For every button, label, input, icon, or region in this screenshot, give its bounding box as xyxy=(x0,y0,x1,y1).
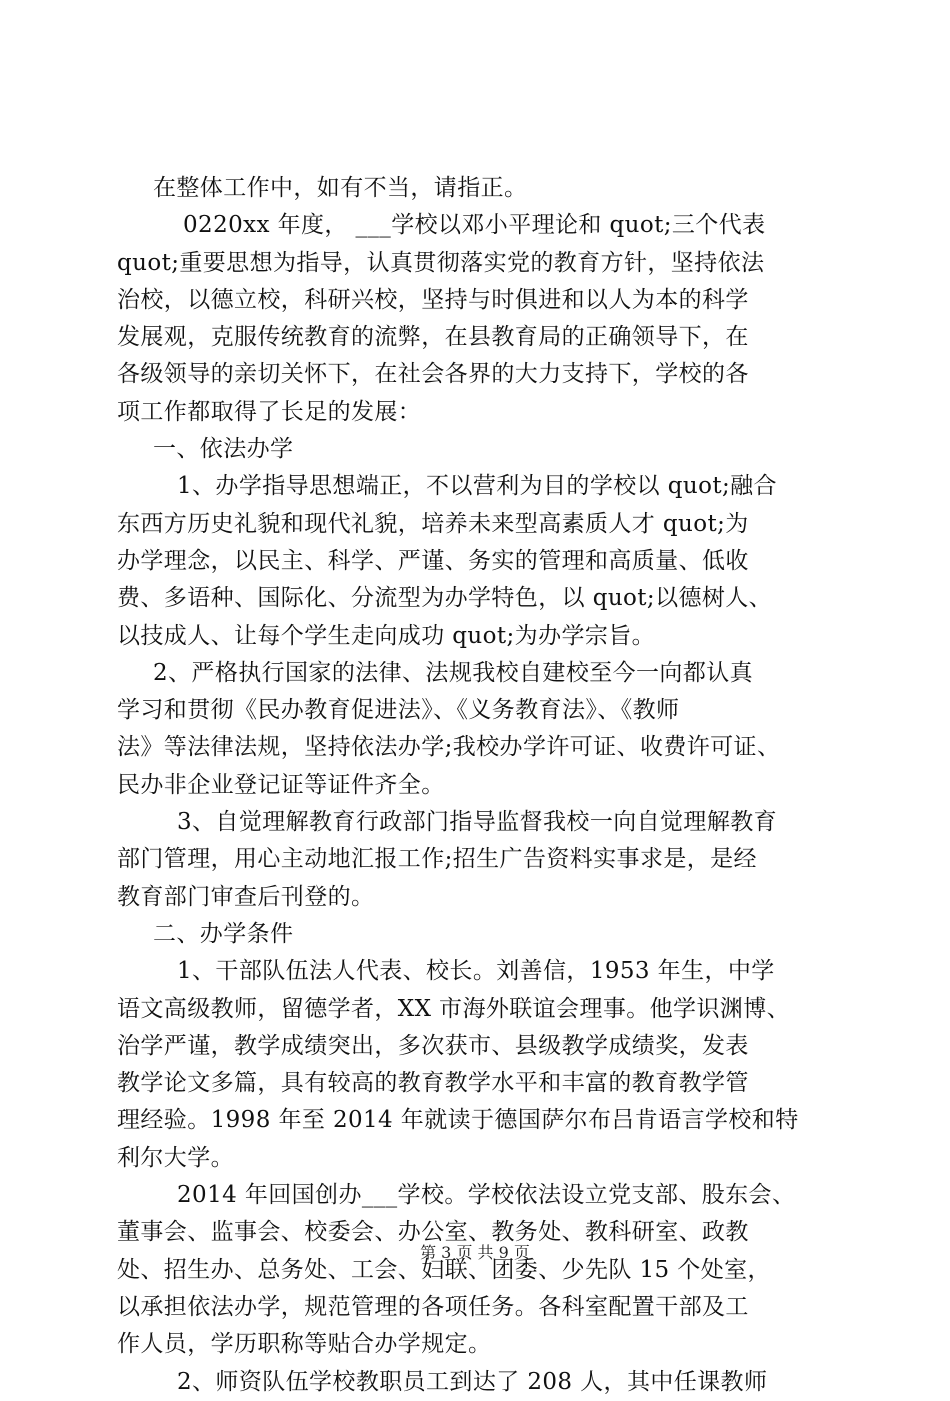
text-line: 费、多语种、国际化、分流型为办学特色，以 quot;以德树人、 xyxy=(117,585,773,612)
text-line: 3、自觉理解教育行政部门指导监督我校一向自觉理解教育 xyxy=(177,809,778,836)
text-line: 0220xx 年度， ___学校以邓小平理论和 quot;三个代表 xyxy=(183,212,766,239)
text-line: 法》等法律法规，坚持依法办学;我校办学许可证、收费许可证、 xyxy=(117,734,781,761)
text-line: 利尔大学。 xyxy=(117,1144,234,1171)
text-line: 理经验。1998 年至 2014 年就读于德国萨尔布吕肯语言学校和特 xyxy=(117,1107,799,1134)
text-line: 二、办学条件 xyxy=(153,920,294,947)
text-line: 东西方历史礼貌和现代礼貌，培养未来型高素质人才 quot;为 xyxy=(117,510,749,537)
text-line: 2、严格执行国家的法律、法规我校自建校至今一向都认真 xyxy=(153,659,754,686)
document-body xyxy=(117,170,857,1401)
text-line: 2、师资队伍学校教职员工到达了 208 人，其中任课教师 xyxy=(177,1368,768,1395)
text-line: 以技成人、让每个学生走向成功 quot;为办学宗旨。 xyxy=(117,622,656,649)
text-line: 作人员，学历职称等贴合办学规定。 xyxy=(117,1331,492,1358)
text-line: 教学论文多篇，具有较高的教育教学水平和丰富的教育教学管 xyxy=(117,1070,749,1097)
text-line: 教育部门审查后刊登的。 xyxy=(117,883,375,910)
text-line: 处、招生办、总务处、工会、妇联、团委、少先队 15 个处室， xyxy=(117,1256,771,1283)
text-line: 治学严谨，教学成绩突出，多次获市、县级教学成绩奖，发表 xyxy=(117,1032,749,1059)
text-line: 1、干部队伍法人代表、校长。刘善信，1953 年生，中学 xyxy=(177,958,775,985)
text-line: 治校，以德立校，科研兴校，坚持与时俱进和以人为本的科学 xyxy=(117,286,749,313)
text-line: 2014 年回国创办___学校。学校依法设立党支部、股东会、 xyxy=(177,1182,796,1209)
text-line: 一、依法办学 xyxy=(153,436,294,463)
text-line: 发展观，克服传统教育的流弊，在县教育局的正确领导下，在 xyxy=(117,324,749,351)
text-line: 部门管理，用心主动地汇报工作;招生广告资料实事求是，是经 xyxy=(117,846,757,873)
text-line: 项工作都取得了长足的发展： xyxy=(117,398,422,425)
text-line: 民办非企业登记证等证件齐全。 xyxy=(117,771,445,798)
page-footer: 第 3 页 共 9 页 xyxy=(420,1243,530,1262)
text-line: 在整体工作中，如有不当，请指正。 xyxy=(153,175,528,201)
text-line: 学习和贯彻《民办教育促进法》、《义务教育法》、《教师 xyxy=(117,697,680,724)
text-line: 1、办学指导思想端正，不以营利为目的学校以 quot;融合 xyxy=(177,473,777,500)
text-line: quot;重要思想为指导，认真贯彻落实党的教育方针，坚持依法 xyxy=(117,249,765,276)
text-line: 各级领导的亲切关怀下，在社会各界的大力支持下，学校的各 xyxy=(117,361,749,388)
text-line: 办学理念，以民主、科学、严谨、务实的管理和高质量、低收 xyxy=(117,547,749,574)
text-line: 以承担依法办学，规范管理的各项任务。各科室配置干部及工 xyxy=(117,1293,749,1320)
text-line: 董事会、监事会、校委会、办公室、教务处、教科研室、政教 xyxy=(117,1219,749,1246)
text-line: 语文高级教师，留德学者，XX 市海外联谊会理事。他学识渊博、 xyxy=(117,995,791,1022)
